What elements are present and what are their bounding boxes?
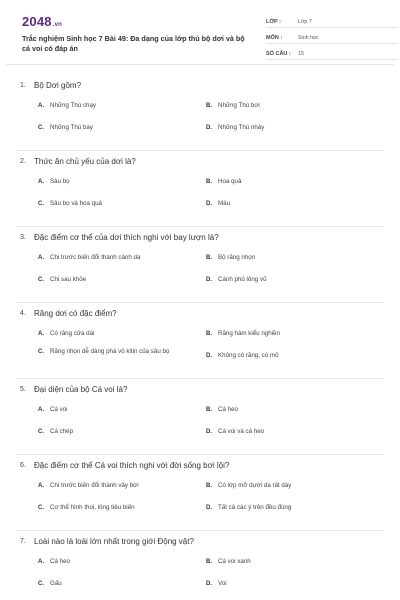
option-letter: D.: [206, 505, 212, 511]
question-heading: [16, 157, 384, 167]
option-a[interactable]: [38, 406, 198, 414]
question-number: 1.: [20, 82, 26, 89]
option-text: Cơ thể hình thoi, lông tiêu biến: [50, 504, 135, 511]
option-letter: B.: [206, 255, 212, 261]
option-letter: C.: [38, 581, 44, 587]
option-d[interactable]: [206, 352, 386, 360]
option-text: Có lớp mỡ dưới da rất dày: [218, 482, 292, 489]
question-number: 7.: [20, 538, 26, 545]
option-letter: C.: [38, 505, 44, 511]
document-title: Trắc nghiệm Sinh học 7 Bài 49: Đa dạng của lớp thú bộ dơi và bộ cá voi có đáp án: [22, 34, 245, 53]
option-letter: D.: [206, 201, 212, 207]
option-text: Những Thú bay: [50, 124, 93, 131]
question-3: [16, 227, 384, 303]
option-text: Răng hàm kiểu nghiền: [218, 330, 280, 337]
question-1: [16, 75, 384, 151]
option-text: Chi sau khỏe: [50, 276, 87, 283]
meta-label: MÔN :: [266, 35, 283, 41]
question-heading: [16, 233, 384, 243]
question-number: 2.: [20, 158, 26, 165]
option-letter: A.: [38, 179, 44, 185]
option-text: Cá heo: [218, 406, 238, 413]
option-a[interactable]: [38, 330, 198, 338]
option-text: Máu: [218, 200, 231, 207]
meta-row-grade: [266, 15, 398, 28]
question-heading: [16, 385, 384, 395]
option-letter: C.: [38, 429, 44, 435]
option-letter: B.: [206, 331, 212, 337]
question-heading: [16, 461, 384, 471]
option-text: Có răng cửa dài: [50, 330, 95, 337]
option-b[interactable]: [206, 178, 386, 186]
option-text: Sâu bọ và hoa quả: [50, 200, 102, 207]
option-text: Chi trước biến đổi thành cánh da: [50, 254, 141, 261]
option-a[interactable]: [38, 102, 198, 110]
option-c[interactable]: [38, 428, 198, 436]
option-letter: D.: [206, 429, 212, 435]
option-letter: D.: [206, 581, 212, 587]
option-c[interactable]: [38, 580, 198, 588]
option-c[interactable]: [38, 504, 198, 512]
option-letter: C.: [38, 277, 44, 283]
question-number: 4.: [20, 310, 26, 317]
option-text: Cá voi xanh: [218, 558, 251, 565]
option-letter: B.: [206, 407, 212, 413]
option-c[interactable]: [38, 124, 198, 132]
option-letter: C.: [38, 349, 44, 355]
question-text: Thức ăn chủ yếu của dơi là?: [34, 157, 136, 166]
option-d[interactable]: [206, 580, 386, 588]
option-text: Sâu bọ: [50, 178, 70, 185]
option-d[interactable]: [206, 200, 386, 208]
option-letter: C.: [38, 201, 44, 207]
meta-label: LỚP :: [266, 19, 281, 25]
option-d[interactable]: [206, 428, 386, 436]
option-text: Răng nhọn dễ dàng phá vỏ kitin của sâu bọ: [50, 348, 170, 355]
option-letter: B.: [206, 103, 212, 109]
question-number: 6.: [20, 462, 26, 469]
option-text: Hoa quả: [218, 178, 242, 185]
option-a[interactable]: [38, 558, 198, 566]
option-text: Tất cả các ý trên đều đúng: [218, 504, 292, 511]
question-6: [16, 455, 384, 531]
option-a[interactable]: [38, 178, 198, 186]
option-a[interactable]: [38, 482, 198, 490]
meta-row-count: [266, 47, 398, 60]
option-d[interactable]: [206, 124, 386, 132]
option-text: Cá heo: [50, 558, 70, 565]
option-letter: B.: [206, 179, 212, 185]
meta-row-subject: [266, 31, 398, 44]
meta-label: SỐ CÂU :: [266, 51, 291, 57]
option-text: Những Thú nhảy: [218, 124, 265, 131]
logo-main: 2048: [22, 14, 52, 29]
option-letter: C.: [38, 125, 44, 131]
option-text: Cá voi: [50, 406, 68, 413]
option-text: Cá voi và cá heo: [218, 428, 265, 435]
header-divider: [6, 64, 394, 65]
question-7: [16, 531, 384, 600]
option-b[interactable]: [206, 254, 386, 262]
option-text: Cá chép: [50, 428, 74, 435]
option-a[interactable]: [38, 254, 198, 262]
question-text: Răng dơi có đặc điểm?: [34, 309, 117, 318]
option-text: Không có răng, có mỏ: [218, 352, 279, 359]
option-letter: B.: [206, 559, 212, 565]
question-4: [16, 303, 384, 379]
option-letter: D.: [206, 125, 212, 131]
option-text: Chi trước biến đổi thành vây bơi: [50, 482, 139, 489]
option-c[interactable]: [38, 348, 198, 356]
logo-tld: .vn: [52, 22, 63, 28]
option-text: Cánh phủ lông vũ: [218, 276, 267, 283]
option-letter: A.: [38, 255, 44, 261]
option-letter: B.: [206, 483, 212, 489]
question-number: 5.: [20, 386, 26, 393]
meta-value: Lớp 7: [298, 19, 312, 25]
option-c[interactable]: [38, 200, 198, 208]
question-text: Đặc điểm cơ thể của dơi thích nghi với bay lượn là?: [34, 233, 219, 242]
option-b[interactable]: [206, 558, 386, 566]
option-letter: D.: [206, 353, 212, 359]
option-letter: A.: [38, 483, 44, 489]
option-text: Những Thú bơi: [218, 102, 260, 109]
option-text: Voi: [218, 580, 227, 587]
option-letter: A.: [38, 331, 44, 337]
option-b[interactable]: [206, 482, 386, 490]
option-d[interactable]: [206, 504, 386, 512]
meta-value: Sinh học: [298, 35, 319, 41]
question-heading: [16, 81, 384, 91]
option-b[interactable]: [206, 102, 386, 110]
question-heading: [16, 537, 384, 547]
option-d[interactable]: [206, 276, 386, 284]
question-text: Đặc điểm cơ thể Cá voi thích nghi với đời sống bơi lội?: [34, 461, 230, 470]
option-letter: D.: [206, 277, 212, 283]
option-letter: A.: [38, 103, 44, 109]
meta-value: 15: [298, 51, 304, 57]
question-list: [16, 75, 384, 600]
option-letter: A.: [38, 559, 44, 565]
question-2: [16, 151, 384, 227]
option-text: Gấu: [50, 580, 62, 587]
site-logo[interactable]: [22, 14, 62, 29]
option-text: Bộ răng nhọn: [218, 254, 256, 261]
option-b[interactable]: [206, 406, 386, 414]
option-c[interactable]: [38, 276, 198, 284]
question-text: Loài nào là loài lớn nhất trong giới Động vật?: [34, 537, 194, 546]
question-heading: [16, 309, 384, 319]
document-meta: [266, 15, 398, 63]
question-number: 3.: [20, 234, 26, 241]
option-b[interactable]: [206, 330, 386, 338]
question-5: [16, 379, 384, 455]
question-text: Đại diện của bộ Cá voi là?: [34, 385, 128, 394]
question-text: Bộ Dơi gồm?: [34, 81, 82, 90]
option-letter: A.: [38, 407, 44, 413]
option-text: Những Thú chạy: [50, 102, 96, 109]
